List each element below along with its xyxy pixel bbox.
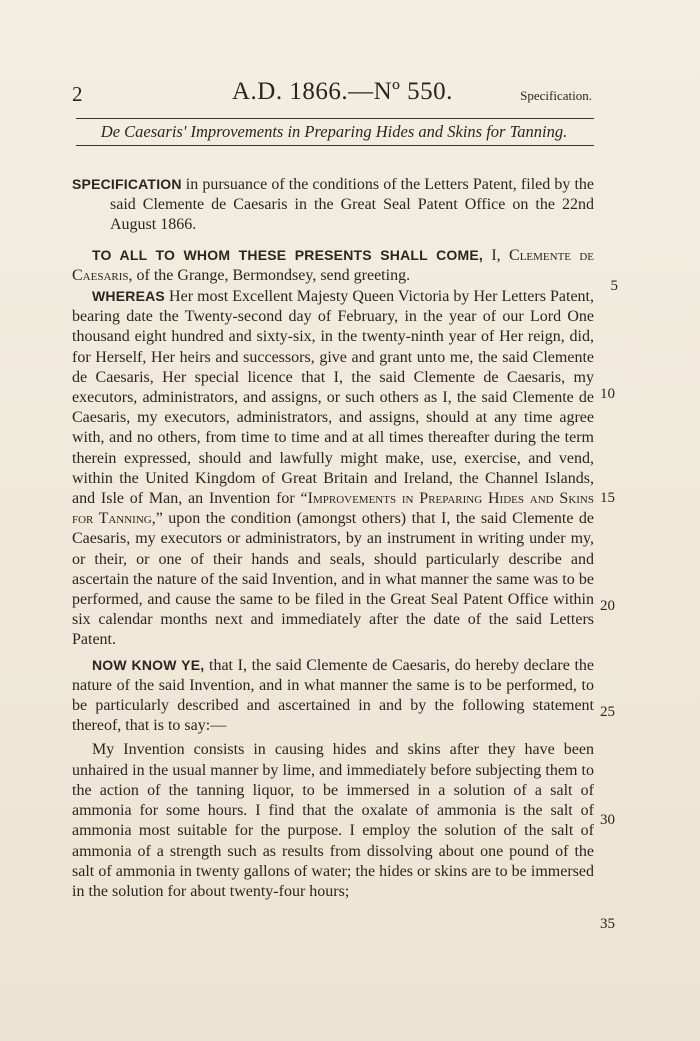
lead-specification: SPECIFICATION	[72, 176, 182, 192]
text-to-all: , of the Grange, Bermondsey, send greeting.	[128, 266, 411, 284]
header-rule-bottom	[76, 145, 594, 146]
name-to-all: Clemente de Caesaris	[72, 246, 595, 284]
page-number: 2	[72, 82, 83, 106]
line-number: 35	[600, 916, 615, 932]
text-whereas-1: Her most Excellent Majesty Queen Victoria by Her Letters Patent, bearing date the Twenty-second day of February, in the year of our Lord One thousand eight hundred and sixty-six, in the twenty-ninth year of Her reign, did, for Herself, Her heirs and successors, give and grant unto me, the said Clemente de Caesaris, Her special licence that I, the said Clemente de Caesaris, my executors, administrators, and assigns, or such others as I, the said Clemente de Caesaris, my executors, administrators, and assigns, should at any time agree with, and no others, from time to time and at all times thereafter during the term therein expressed, should and lawfully might make, use, exercise, and vend, within the United Kingdom of Great Britain and Ireland, the Channel Islands, and Isle of Man, an Invention for “	[72, 288, 594, 508]
patent-title: A.D. 1866.—Nº 550.	[232, 78, 453, 105]
invention-title: Improvements in Preparing Hides and Skins for Tanning	[72, 490, 594, 528]
paragraph-whereas	[72, 286, 594, 651]
document-body	[72, 174, 594, 902]
header-rule-top	[76, 118, 594, 119]
text-now-know: that I, the said Clemente de Caesaris, do hereby declare the nature of the said Invention, and in what manner the same is to be performed, to be particularly described and ascertained in and by the following statement thereof, that is to say:—	[72, 656, 595, 735]
section-label: Specification.	[520, 88, 592, 103]
line-number: 25	[600, 704, 615, 720]
line-number: 20	[600, 598, 615, 614]
text-specification: in pursuance of the conditions of the Letters Patent, filed by the said Clemente de Caesaris in the Great Seal Patent Office on the 22nd August 1866.	[110, 176, 594, 234]
line-number: 10	[600, 386, 615, 402]
paragraph-invention: My Invention consists in causing hides and skins after they have been unhaired in the usual manner by lime, and immediately before subjecting them to the action of the tanning liquor, to be immersed in a solution of a salt of ammonia for some hours. I find that the oxalate of ammonia is the salt of ammonia most suitable for the purpose. I employ the solution of the salt of ammonia of a strength such as results from dissolving about one pound of the salt of ammonia in twenty gallons of water; the hides or skins are to be immersed in the solution for about twenty-four hours;	[72, 741, 594, 900]
lead-now-know: NOW KNOW YE,	[92, 656, 205, 673]
paragraph-to-all	[72, 245, 594, 286]
line-number: 15	[600, 490, 615, 506]
lead-whereas: WHEREAS	[92, 288, 165, 305]
line-number: 30	[600, 812, 615, 828]
patent-subtitle: De Caesaris' Improvements in Preparing Hides and Skins for Tanning.	[100, 122, 568, 141]
text-whereas-2: ,” upon the condition (amongst others) that I, the said Clemente de Caesaris, my executors or administrators, by an instrument in writing under my, or their, or one of their hands and seals, should particularly describe and ascertain the nature of the said Invention, and in what manner the same was to be performed, and cause the same to be filed in the Great Seal Patent Office within six calendar months next and immediately after the date of the said Letters Patent.	[72, 510, 594, 649]
lead-to-all: TO ALL TO WHOM THESE PRESENTS SHALL COME,	[92, 246, 483, 263]
line-number: 5	[610, 278, 618, 294]
text-to-all-pre: I,	[482, 246, 510, 264]
page-header	[72, 78, 592, 112]
paragraph-specification	[72, 174, 594, 236]
paragraph-now-know	[72, 655, 594, 737]
